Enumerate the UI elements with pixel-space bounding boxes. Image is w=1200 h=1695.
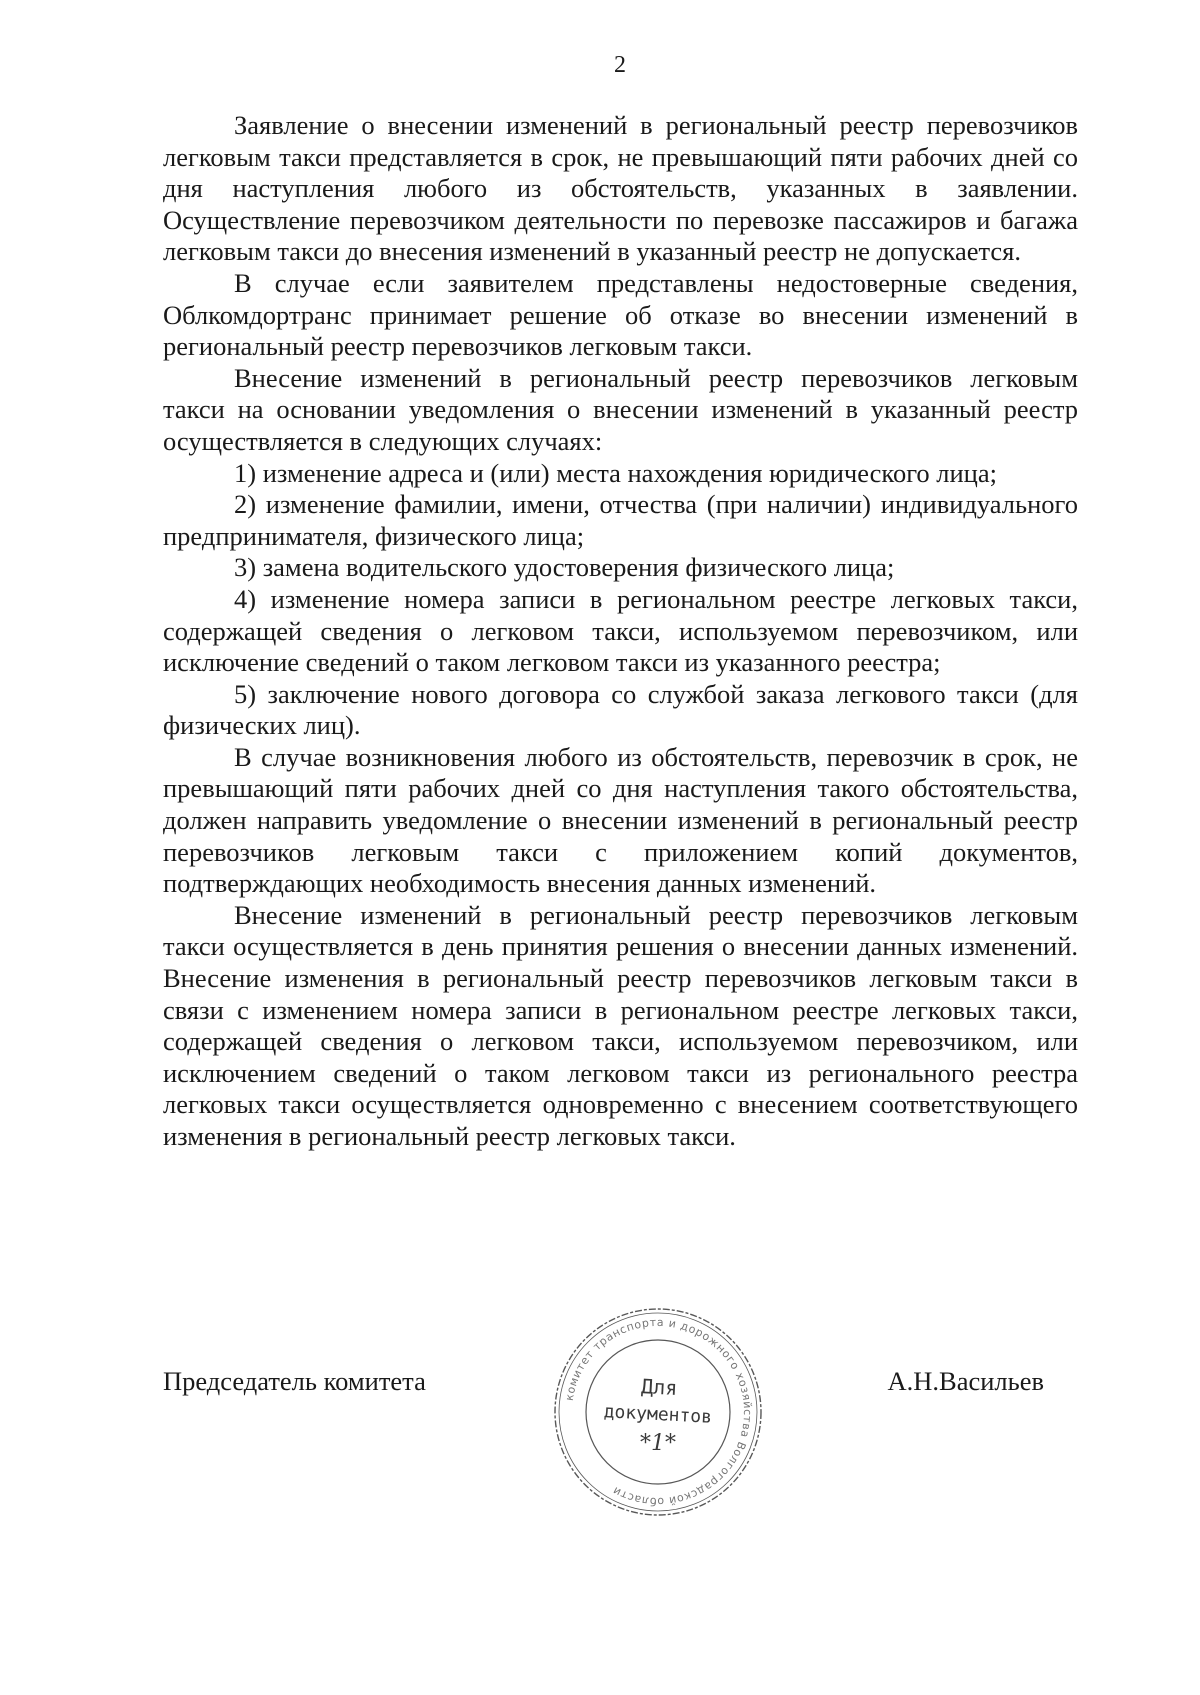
paragraph: В случае если заявителем представлены недостоверные сведения, Облкомдортранс принимает решение об отказе во внесении изменений в региональный реестр перевозчиков легковым такси. — [163, 267, 1078, 362]
list-item: 5) заключение нового договора со службой заказа легкового такси (для физических лиц). — [163, 678, 1078, 741]
paragraph: Внесение изменений в региональный реестр перевозчиков легковым такси на основании уведомления о внесении изменений в указанный реестр осуществляется в следующих случаях: — [163, 362, 1078, 456]
stamp-line-2: документов — [603, 1401, 713, 1428]
stamp-line-3: *1* — [640, 1431, 676, 1456]
paragraph: В случае возникновения любого из обстоятельств, перевозчик в срок, не превышающий пяти рабочих дней со дня наступления такого обстоятельства, должен направить уведомление о внесении изменений в региональный реестр перевозчиков легковым такси с приложением копий документов, подтверждающих необходимость внесения данных изменений. — [163, 741, 1078, 899]
page-number: 2 — [614, 52, 626, 78]
paragraph: Заявление о внесении изменений в региональный реестр перевозчиков легковым такси представляется в срок, не превышающий пяти рабочих дней со дня наступления любого из обстоятельств, указанных в заявлении. Осуществление перевозчиком деятельности по перевозке пассажиров и багажа легковым такси до внесения изменений в указанный реестр не допускается. — [163, 110, 1078, 267]
signer-title: Председатель комитета — [163, 1366, 426, 1396]
paragraph: Внесение изменений в региональный реестр перевозчиков легковым такси осуществляется в день принятия решения о внесении данных изменений. Внесение изменения в региональный реестр перевозчиков легковым такси в связи с изменением номера записи в региональном реестре легковых такси, содержащей сведения о легковом такси, используемом перевозчиком, или исключением сведений о таком легковом такси из регионального реестра легковых такси осуществляется одновременно с внесением соответствующего изменения в региональный реестр легковых такси. — [163, 899, 1078, 1151]
list-item: 3) замена водительского удостоверения физического лица; — [234, 552, 895, 583]
stamp-line-1: Для — [640, 1374, 678, 1400]
list-item: 1) изменение адреса и (или) места нахождения юридического лица; — [234, 457, 997, 488]
stamp-seal — [548, 1302, 768, 1522]
list-item: 4) изменение номера записи в региональном реестре легковых такси, содержащей сведения о легковом такси, используемом перевозчиком, или исключение сведений о таком легковом такси из указанного реестра; — [163, 583, 1078, 678]
document-body — [163, 110, 1078, 1153]
list-item: 2) изменение фамилии, имени, отчества (при наличии) индивидуального предпринимателя, физического лица; — [163, 489, 1078, 551]
signer-name: А.Н.Васильев — [887, 1366, 1044, 1396]
stamp-outer-text: комитет транспорта и дорожного хозяйства Волгоградской области — [562, 1315, 755, 1509]
